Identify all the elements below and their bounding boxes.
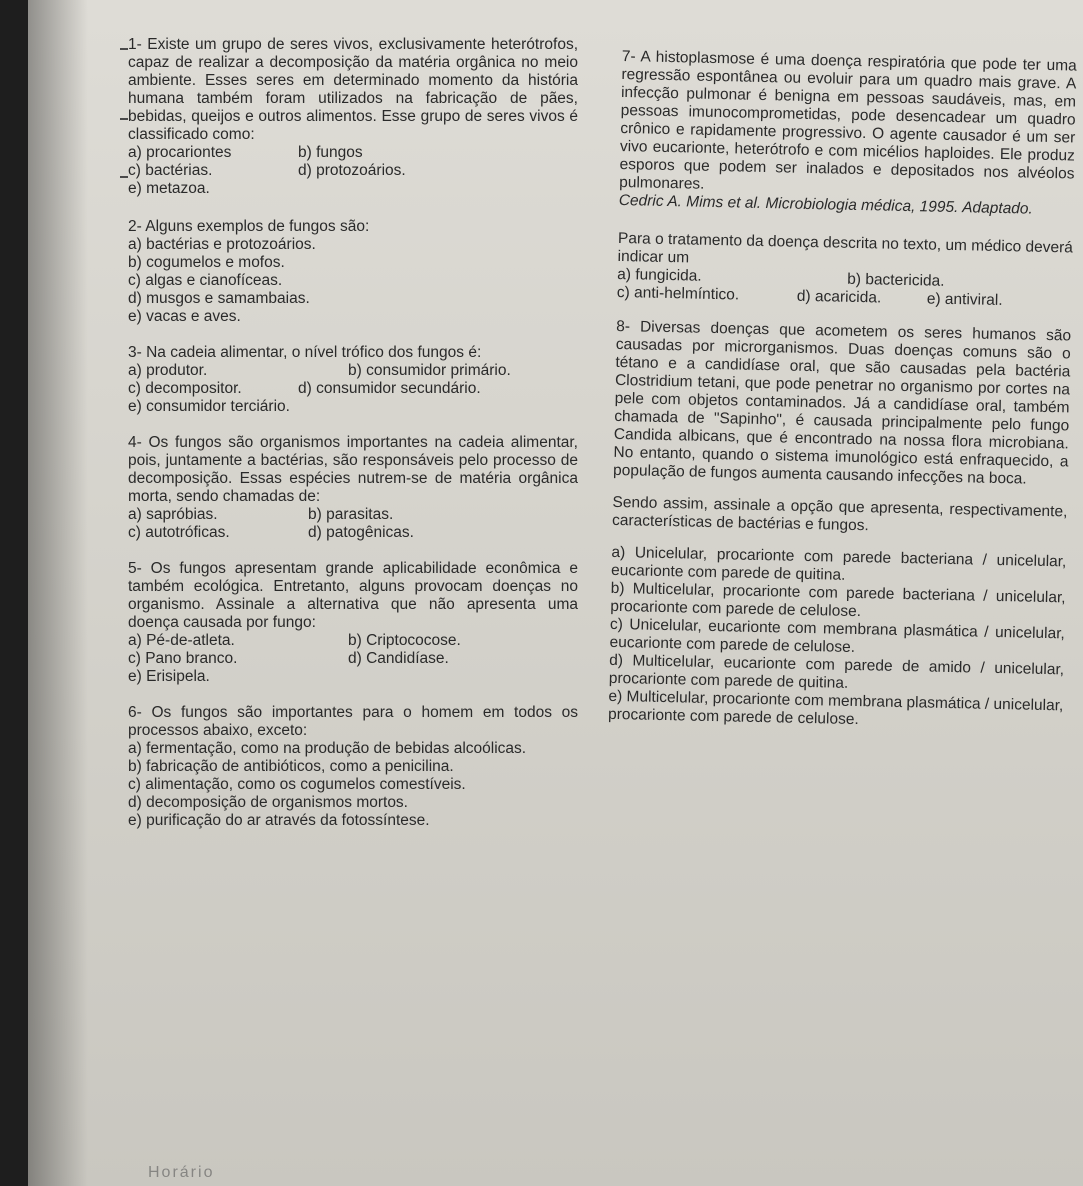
option-e: e) vacas e aves.: [128, 308, 241, 325]
option-c: c) bactérias.: [128, 162, 213, 179]
option-c: c) alimentação, como os cogumelos comestíveis.: [128, 776, 466, 793]
option-a: a) Unicelular, procarionte com parede bacteriana / unicelular, eucarionte com parede de quitina.: [610, 543, 1067, 584]
question-6-stem: 6- Os fungos são importantes para o homem em todos os processos abaixo, exceto:: [128, 704, 578, 739]
question-4-stem: 4- Os fungos são organismos importantes na cadeia alimentar, pois, juntamente a bactérias, são responsáveis pelo processo de decomposição. Essas espécies nutrem-se de matéria orgânica morta, sendo chamadas de:: [128, 434, 578, 505]
question-3-stem: 3- Na cadeia alimentar, o nível trófico dos fungos é:: [128, 344, 482, 361]
question-2-stem: 2- Alguns exemplos de fungos são:: [128, 218, 370, 235]
option-e: e) antiviral.: [926, 290, 1003, 310]
question-7-stem: 7- A histoplasmose é uma doença respiratória que pode ter uma regressão espontânea ou evoluir para um quadro mais grave. A infecção pulmonar é benigna em pessoas saudáveis, mas, em pessoas imunocomprometidas, pode desencadear um quadro crônico e rapidamente progressivo. O agente causador é um ser vivo eucarionte, heterótrofo e com micélios haploides. Ele produz esporos que podem ser inalados e depositados nos alvéolos pulmonares.: [619, 48, 1077, 193]
option-d: d) musgos e samambaias.: [128, 290, 310, 307]
question-4: [128, 434, 578, 542]
option-d: d) Multicelular, eucarionte com parede de amido / unicelular, procarionte com parede de quitina.: [608, 651, 1065, 692]
option-b: b) fabricação de antibióticos, como a penicilina.: [128, 758, 454, 775]
page-shadow: [28, 0, 88, 1186]
option-e: e) metazoa.: [128, 180, 210, 197]
question-3: [128, 344, 578, 416]
option-e: e) Erisipela.: [128, 668, 210, 685]
option-d: d) decomposição de organismos mortos.: [128, 794, 408, 811]
option-b: b) fungos: [298, 144, 363, 161]
question-6: [128, 704, 578, 830]
margin-mark: [120, 48, 128, 50]
left-column: [128, 36, 578, 842]
option-e: e) Multicelular, procarionte com membrana plasmática / unicelular, procarionte com parede de celulose.: [607, 687, 1064, 729]
option-d: d) patogênicas.: [308, 524, 414, 541]
option-a: a) bactérias e protozoários.: [128, 236, 316, 253]
question-5: [128, 560, 578, 686]
question-7-citation: Cedric A. Mims et al. Microbiologia médica, 1995. Adaptado.: [618, 191, 1034, 218]
option-c: c) Unicelular, eucarionte com membrana plasmática / unicelular, eucarionte com parede de celulose.: [609, 615, 1066, 657]
option-c: c) decompositor.: [128, 380, 242, 397]
margin-mark: [120, 118, 128, 120]
question-8-prompt: Sendo assim, assinale a opção que apresenta, respectivamente, características de bactérias e fungos.: [611, 493, 1068, 535]
option-a: a) Pé-de-atleta.: [128, 632, 235, 649]
question-1-stem: 1- Existe um grupo de seres vivos, exclusivamente heterótrofos, capaz de realizar a decomposição da matéria orgânica no meio ambiente. Esses seres em determinado momento da história humana também foram utilizados na fabricação de pães, bebidas, queijos e outros alimentos. Esse grupo de seres vivos é classificado como:: [128, 36, 578, 143]
option-c: c) algas e cianofíceas.: [128, 272, 283, 289]
option-b: b) cogumelos e mofos.: [128, 254, 285, 271]
option-e: e) purificação do ar através da fotossíntese.: [128, 812, 430, 829]
option-e: e) consumidor terciário.: [128, 398, 290, 415]
worksheet-page: [28, 0, 1083, 1186]
question-7: [617, 48, 1077, 311]
question-1: [128, 36, 578, 198]
margin-mark: [120, 176, 128, 178]
option-b: b) parasitas.: [308, 506, 394, 523]
option-b: b) Multicelular, procarionte com parede bacteriana / unicelular, procarionte com parede de celulose.: [610, 579, 1066, 621]
option-d: d) acaricida.: [796, 287, 882, 307]
question-8: [608, 318, 1071, 733]
option-b: b) consumidor primário.: [348, 362, 511, 379]
option-d: d) protozoários.: [298, 162, 406, 179]
question-7-prompt: Para o tratamento da doença descrita no texto, um médico deverá indicar um: [617, 229, 1074, 267]
option-d: d) Candidíase.: [348, 650, 449, 667]
option-a: a) fungicida.: [617, 265, 702, 285]
question-2: [128, 218, 578, 326]
option-b: b) Criptococose.: [348, 632, 461, 649]
option-b: b) bactericida.: [847, 270, 945, 290]
option-d: d) consumidor secundário.: [298, 380, 481, 397]
option-a: a) produtor.: [128, 362, 208, 379]
question-8-stem: 8- Diversas doenças que acometem os seres humanos são causadas por microrganismos. Duas doenças comuns são o tétano e a candidíase oral, que são causadas pela bactéria Clostridium tetani, que pode penetrar no organismo por cortes na pele com objetos contaminados. Já a candidíase oral, também chamada de "Sapinho", é causada principalmente pelo fungo Candida albicans, que é encontrado na nossa flora microbiana. No entanto, quando o sistema imunológico está enfraquecido, a população de fungos aumenta causando infecções na boca.: [612, 317, 1072, 488]
option-c: c) Pano branco.: [128, 650, 238, 667]
option-a: a) fermentação, como na produção de bebidas alcoólicas.: [128, 740, 527, 757]
question-5-stem: 5- Os fungos apresentam grande aplicabilidade econômica e também ecológica. Entretanto, alguns provocam doenças no organismo. Assinale a alternativa que não apresenta uma doença causada por fungo:: [128, 560, 578, 631]
bottom-handwriting: Horário: [148, 1164, 215, 1181]
option-a: a) procariontes: [128, 144, 232, 161]
option-a: a) sapróbias.: [128, 506, 218, 523]
right-column: [608, 48, 1077, 745]
option-c: c) anti-helmíntico.: [616, 283, 740, 304]
option-c: c) autotróficas.: [128, 524, 230, 541]
